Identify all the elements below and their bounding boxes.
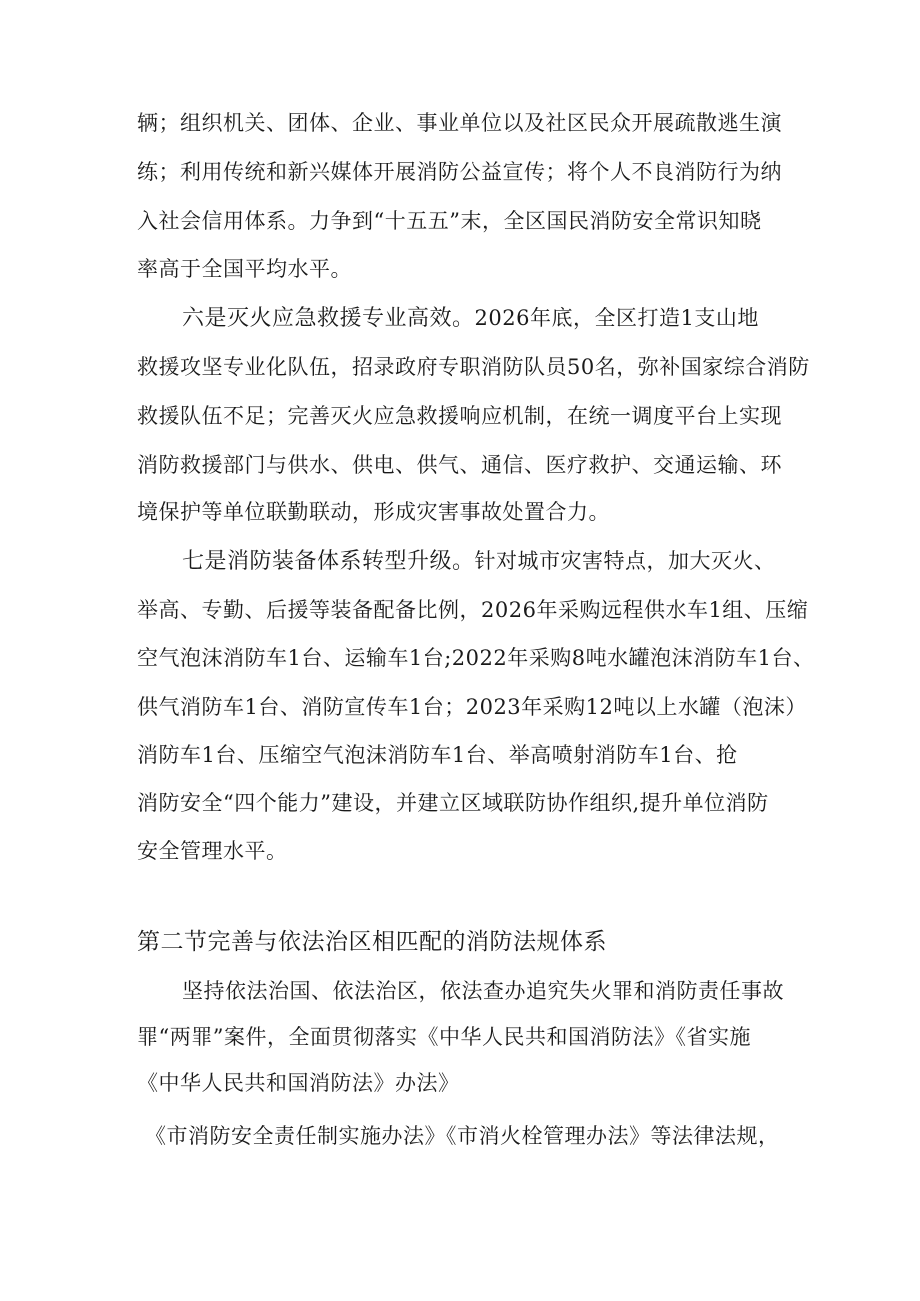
paragraph-line: 率高于全国平均水平。 xyxy=(137,257,352,281)
paragraph-line: 消防救援部门与供水、供电、供气、通信、医疗救护、交通运输、环 xyxy=(137,453,782,477)
paragraph-line: 练；利用传统和新兴媒体开展消防公益宣传；将个人不良消防行为纳 xyxy=(137,160,782,184)
paragraph-line: 入社会信用体系。力争到“十五五”末，全区国民消防安全常识知晓 xyxy=(137,209,762,233)
paragraph-line: 《中华人民共和国消防法》办法》 xyxy=(137,1071,460,1095)
paragraph-line: 救援队伍不足；完善灭火应急救援响应机制，在统一调度平台上实现 xyxy=(137,404,782,428)
paragraph-line: 安全管理水平。 xyxy=(137,839,288,863)
paragraph-lead: 六是灭火应急救援专业高效。 xyxy=(182,306,475,331)
section-heading: 第二节完善与依法治区相匹配的消防法规体系 xyxy=(137,929,607,955)
paragraph-text: 针对城市灾害特点，加大灭火、 xyxy=(474,549,776,573)
paragraph-line: 空气泡沫消防车1台、运输车1台;2022年采购8吨水罐泡沫消防车1台、 xyxy=(137,646,815,670)
paragraph-line: 《市消防安全责任制实施办法》《市消火栓管理办法》等法律法规， xyxy=(145,1124,780,1148)
paragraph-line: 辆；组织机关、团体、企业、事业单位以及社区民众开展疏散逃生演 xyxy=(137,111,782,135)
paragraph-line: 境保护等单位联勤联动，形成灾害事故处置合力。 xyxy=(137,500,610,524)
paragraph-lead: 七是消防装备体系转型升级。 xyxy=(182,549,475,574)
paragraph-line: 消防安全“四个能力”建设，并建立区域联防协作组织,提升单位消防 xyxy=(137,791,769,815)
paragraph-line: 举高、专勤、后援等装备配备比例，2026年采购远程供水车1组、压缩 xyxy=(137,598,809,622)
paragraph-first-line: 坚持依法治国、依法治区，依法查办追究失火罪和消防责任事故 xyxy=(182,979,784,1003)
paragraph-line: 消防车1台、压缩空气泡沫消防车1台、举高喷射消防车1台、抢 xyxy=(137,743,738,767)
paragraph-line: 救援攻坚专业化队伍，招录政府专职消防队员50名，弥补国家综合消防 xyxy=(137,355,810,379)
paragraph-first-line xyxy=(182,546,776,577)
paragraph-first-line xyxy=(182,303,759,334)
paragraph-line: 罪“两罪”案件，全面贯彻落实《中华人民共和国消防法》《省实施 xyxy=(137,1025,751,1049)
paragraph-line: 供气消防车1台、消防宣传车1台；2023年采购12吨以上水罐（泡沫） xyxy=(137,695,807,719)
paragraph-text: 2026年底，全区打造1支山地 xyxy=(474,306,759,330)
